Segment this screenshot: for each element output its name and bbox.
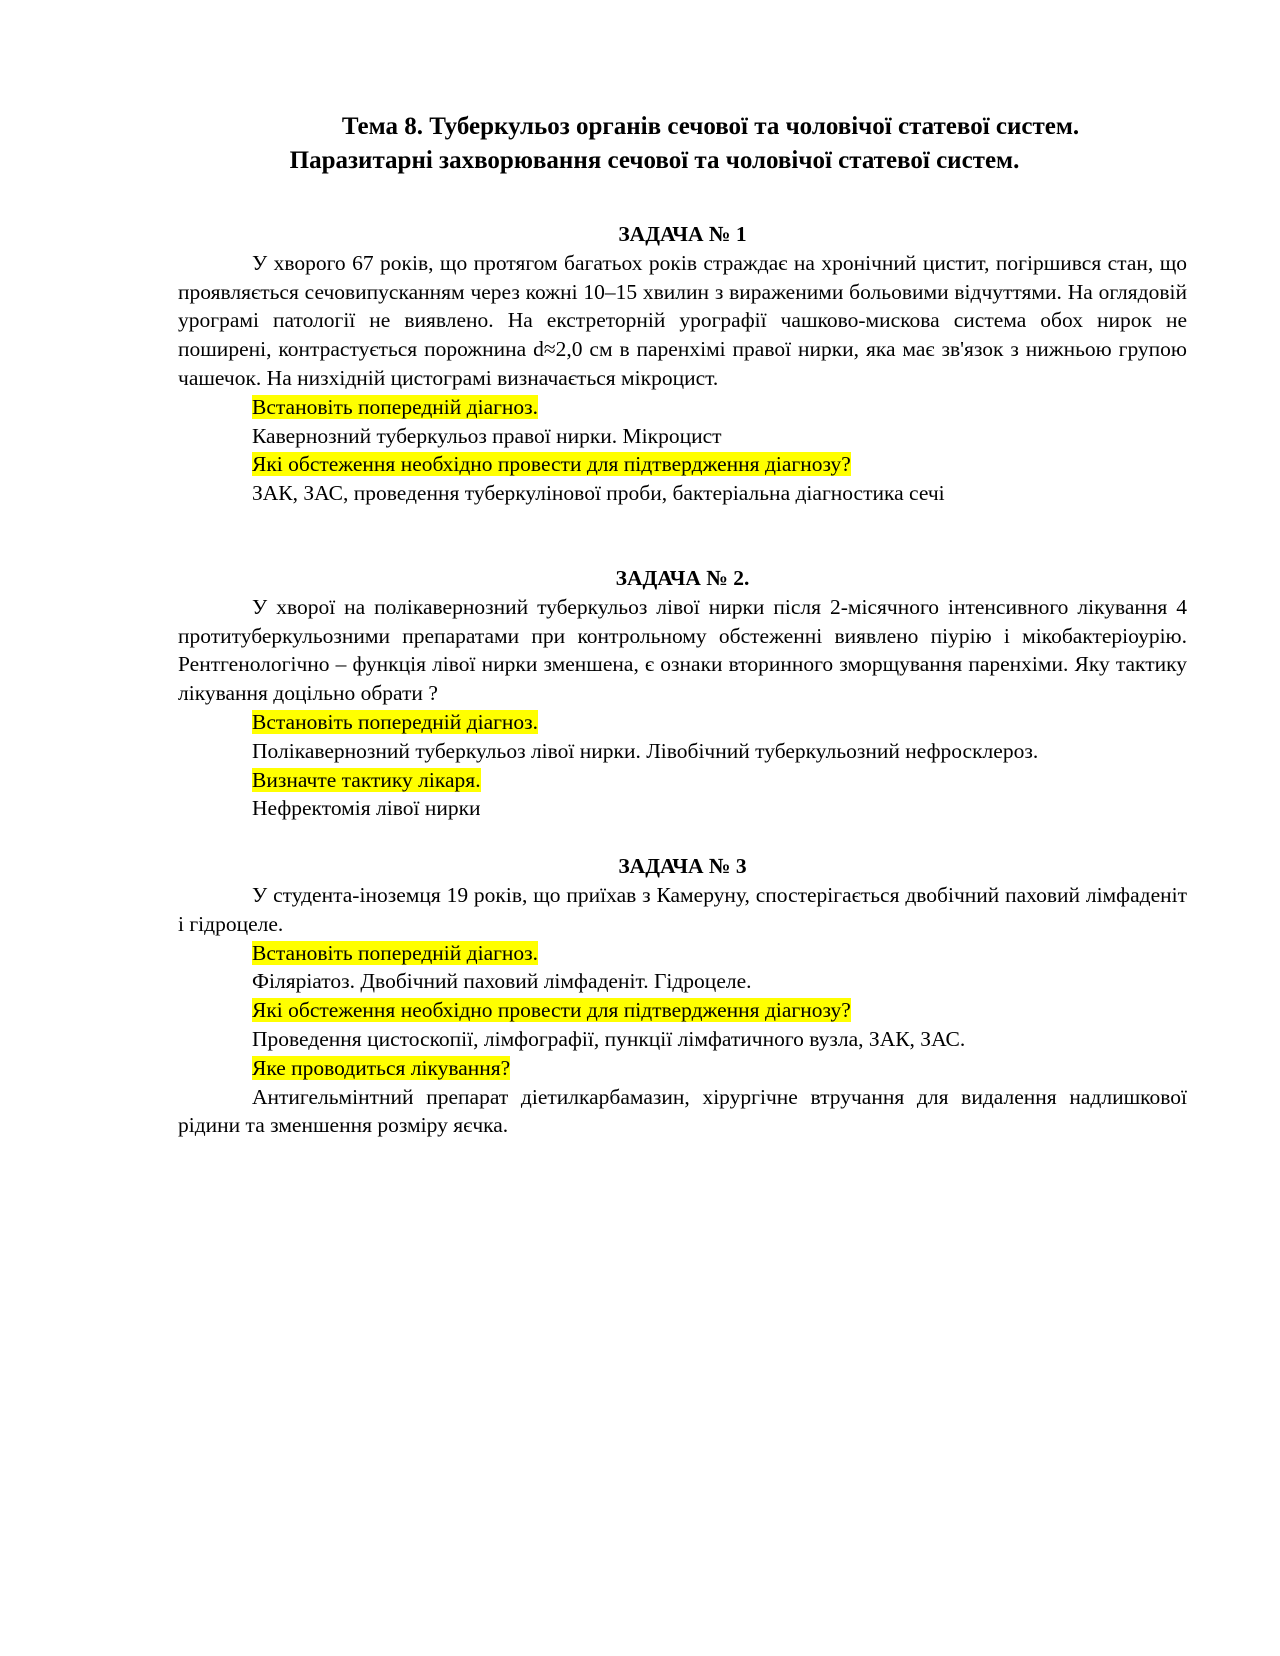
question-line	[178, 708, 1187, 737]
document-page	[178, 110, 1187, 1140]
task-3	[178, 852, 1187, 1140]
question-line	[178, 1054, 1187, 1083]
question-highlight: Встановіть попередній діагноз.	[252, 709, 539, 734]
answer-line: ЗАК, ЗАС, проведення туберкулінової проби, бактеріальна діагностика сечі	[252, 481, 945, 506]
task-heading: ЗАДАЧА № 2.	[615, 565, 750, 590]
answer-line: Проведення цистоскопії, лімфографії, пункції лімфатичного вузла, ЗАК, ЗАС.	[252, 1026, 966, 1051]
spacer	[178, 823, 1187, 852]
question-highlight: Які обстеження необхідно провести для підтвердження діагнозу?	[252, 452, 851, 477]
answer-line: Кавернозний туберкульоз правої нирки. Мікроцист	[252, 423, 722, 448]
answer-line: Полікавернозний туберкульоз лівої нирки. Лівобічний туберкульозний нефросклероз.	[252, 738, 1039, 763]
question-line	[178, 766, 1187, 795]
question-line	[178, 450, 1187, 479]
answer-line: Нефректомія лівої нирки	[252, 796, 481, 821]
answer-line: Філяріатоз. Двобічний паховий лімфаденіт. Гідроцеле.	[252, 969, 752, 994]
task-heading: ЗАДАЧА № 1	[618, 222, 747, 246]
task-body: У студента-іноземця 19 років, що приїхав з Камеруну, спостерігається двобічний паховий лімфаденіт і гідроцеле.	[178, 882, 1187, 936]
question-line	[178, 939, 1187, 968]
question-highlight: Визначте тактику лікаря.	[252, 767, 481, 792]
question-highlight: Встановіть попередній діагноз.	[252, 940, 539, 965]
question-highlight: Яке проводиться лікування?	[252, 1055, 511, 1080]
spacer	[178, 508, 1187, 564]
title-line-2: Паразитарні захворювання сечової та чоловічої статевої систем.	[289, 147, 1020, 174]
title-line-1: Тема 8. Туберкульоз органів сечової та чоловічої статевої систем.	[341, 113, 1080, 140]
spacer	[178, 178, 1187, 220]
question-line	[178, 393, 1187, 422]
question-line	[178, 996, 1187, 1025]
task-body: У хворого 67 років, що протягом багатьох років страждає на хронічний цистит, погіршився стан, що проявляється сечовипусканням через кожні 10–15 хвилин з вираженими больовими відчуттями. На оглядовій урограмі патології не виявлено. На екстреторній урографії чашково-мискова система обох нирок не поширені, контрастується порожнина d≈2,0 см в паренхімі правої нирки, яка має зв'язок з нижньою групою чашечок. На низхідній цистограмі визначається мікроцист.	[178, 250, 1187, 390]
task-body: У хворої на полікавернозний туберкульоз лівої нирки після 2-місячного інтенсивного лікування 4 протитуберкульозними препаратами при контрольному обстеженні виявлено піурію і мікобактеріоурію. Рентгенологічно – функція лівої нирки зменшена, є ознаки вторинного зморщування паренхіми. Яку тактику лікування доцільно обрати ?	[178, 594, 1187, 706]
question-highlight: Які обстеження необхідно провести для підтвердження діагнозу?	[252, 998, 851, 1023]
question-highlight: Встановіть попередній діагноз.	[252, 394, 539, 419]
task-2	[178, 564, 1187, 823]
task-1	[178, 220, 1187, 508]
answer-paragraph: Антигельмінтний препарат діетилкарбамазин, хірургічне втручання для видалення надлишкової рідини та зменшення розміру яєчка.	[178, 1084, 1187, 1138]
task-heading: ЗАДАЧА № 3	[618, 854, 747, 879]
document-title	[178, 110, 1187, 178]
